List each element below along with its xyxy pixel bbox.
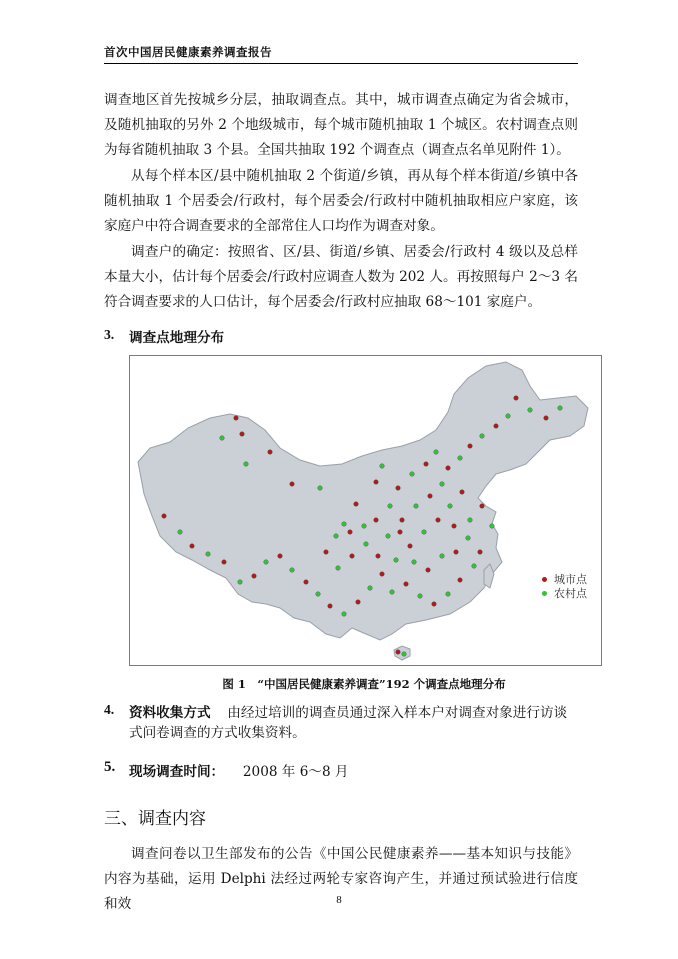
rural-site-dot — [402, 652, 407, 657]
rural-site-dot — [364, 542, 369, 547]
rural-site-dot — [206, 552, 211, 557]
city-site-dot — [424, 462, 429, 467]
city-site-dot — [428, 494, 433, 499]
rural-site-dot — [362, 524, 367, 529]
legend-rural-dot — [542, 591, 547, 596]
city-site-dot — [478, 550, 483, 555]
city-site-dot — [374, 480, 379, 485]
city-site-dot — [348, 530, 353, 535]
city-site-dot — [252, 574, 257, 579]
header-rule — [104, 63, 578, 64]
rural-site-dot — [380, 464, 385, 469]
city-site-dot — [426, 568, 431, 573]
city-site-dot — [278, 554, 283, 559]
city-site-dot — [404, 582, 409, 587]
city-site-dot — [222, 560, 227, 565]
legend-city-dot — [542, 577, 547, 582]
rural-site-dot — [422, 530, 427, 535]
rural-site-dot — [316, 592, 321, 597]
rural-site-dot — [468, 518, 473, 523]
rural-site-dot — [558, 406, 563, 411]
figure-caption: 图 1 “中国居民健康素养调查”192 个调查点地理分布 — [222, 677, 506, 691]
item-5-line — [129, 760, 349, 780]
city-site-dot — [328, 604, 333, 609]
city-site-dot — [494, 424, 499, 429]
legend-rural-label: 农村点 — [554, 587, 587, 600]
city-site-dot — [350, 554, 355, 559]
rural-site-dot — [394, 558, 399, 563]
map-legend — [542, 572, 587, 600]
legend-city — [542, 572, 587, 586]
city-site-dot — [408, 544, 413, 549]
rural-site-dot — [410, 472, 415, 477]
city-site-dot — [452, 524, 457, 529]
city-site-dot — [374, 518, 379, 523]
rural-site-dot — [244, 462, 249, 467]
city-site-dot — [436, 518, 441, 523]
paragraph-sampling-households: 从每个样本区/县中随机抽取 2 个街道/乡镇，再从每个样本街道/乡镇中各随机抽取 1 个居委会/行政村，每个居委会/行政村中随机抽取相应户家庭，该家庭户中符合调查要求的全部常住人口均作为调查对象。 — [104, 168, 578, 235]
rural-site-dot — [334, 534, 339, 539]
city-site-dot — [380, 572, 385, 577]
rural-site-dot — [472, 564, 477, 569]
city-site-dot — [356, 600, 361, 605]
city-site-dot — [544, 416, 549, 421]
paragraph-sampling-strata: 调查地区首先按城乡分层，抽取调查点。其中，城市调查点确定为省会城市，及随机抽取的另外 2 个地级城市，每个城市随机抽取 1 个城区。农村调查点则为每省随机抽取 3 个县。全国共抽取 192 个调查点（调查点名单见附件 1）。 — [104, 92, 578, 159]
city-site-dot — [480, 504, 485, 509]
rural-site-dot — [528, 408, 533, 413]
rural-site-dot — [506, 414, 511, 419]
city-site-dot — [446, 466, 451, 471]
rural-site-dot — [490, 524, 495, 529]
china-outline — [138, 362, 588, 640]
rural-site-dot — [440, 554, 445, 559]
legend-city-label: 城市点 — [554, 573, 587, 586]
rural-site-dot — [466, 536, 471, 541]
item-3-title: 调查点地理分布 — [129, 330, 225, 346]
item-5-number: 5. — [104, 759, 116, 775]
item-4-number: 4. — [104, 702, 115, 717]
item-4-text-line2: 式问卷调查的方式收集资料。 — [129, 725, 306, 741]
city-site-dot — [396, 650, 401, 655]
item-4-line — [129, 701, 567, 721]
rural-site-dot — [220, 436, 225, 441]
rural-site-dot — [290, 568, 295, 573]
page-number: 8 — [336, 894, 342, 906]
rural-site-dot — [368, 586, 373, 591]
paragraph-household-selection: 调查户的确定：按照省、区/县、街道/乡镇、居委会/行政村 4 级以及总样本量大小，估计每个居委会/行政村应调查人数为 202 人。再按照每户 2～3 名符合调查要求的人口估计，每个居委会/行政村应抽取 68～101 家庭户。 — [104, 244, 578, 311]
rural-site-dot — [414, 504, 419, 509]
rural-site-dot — [342, 612, 347, 617]
item-4-title: 资料收集方式 — [129, 705, 211, 721]
rural-site-dot — [446, 592, 451, 597]
city-site-dot — [234, 416, 239, 421]
running-header: 首次中国居民健康素养调查报告 — [104, 45, 272, 59]
rural-site-dot — [386, 534, 391, 539]
city-site-dot — [268, 450, 273, 455]
city-site-dot — [396, 486, 401, 491]
rural-site-dot — [412, 560, 417, 565]
rural-site-dot — [318, 486, 323, 491]
city-site-dot — [376, 554, 381, 559]
rural-site-dot — [388, 504, 393, 509]
city-site-dot — [162, 514, 167, 519]
section-title: 三、调查内容 — [104, 809, 206, 829]
rural-site-dot — [264, 560, 269, 565]
city-site-dot — [398, 530, 403, 535]
rural-site-dot — [458, 456, 463, 461]
rural-site-dot — [440, 482, 445, 487]
rural-site-dot — [178, 530, 183, 535]
item-5-value: 2008 年 6～8 月 — [242, 764, 349, 780]
item-3-number: 3. — [104, 327, 115, 342]
city-site-dot — [240, 432, 245, 437]
city-site-dot — [454, 550, 459, 555]
rural-site-dot — [238, 580, 243, 585]
paragraph-survey-content: 调查问卷以卫生部发布的公告《中国公民健康素养——基本知识与技能》内容为基础，运用 Delphi 法经过两轮专家咨询产生，并通过预试验进行信度和效 — [104, 846, 578, 913]
rural-site-dot — [342, 522, 347, 527]
rural-site-dot — [418, 594, 423, 599]
city-site-dot — [514, 396, 519, 401]
city-site-dot — [468, 444, 473, 449]
china-map-svg — [130, 356, 601, 665]
rural-site-dot — [448, 504, 453, 509]
rural-site-dot — [480, 434, 485, 439]
city-site-dot — [400, 518, 405, 523]
rural-site-dot — [434, 450, 439, 455]
rural-site-dot — [336, 566, 341, 571]
survey-site-map — [129, 355, 602, 666]
city-site-dot — [324, 550, 329, 555]
legend-rural — [542, 586, 587, 600]
city-site-dot — [460, 490, 465, 495]
city-site-dot — [290, 482, 295, 487]
city-site-dot — [304, 580, 309, 585]
item-5-title: 现场调查时间： — [129, 764, 225, 780]
city-site-dot — [190, 544, 195, 549]
city-site-dot — [432, 602, 437, 607]
city-site-dot — [354, 502, 359, 507]
item-4-text-line1: 由经过培训的调查员通过深入样本户对调查对象进行访谈 — [227, 705, 568, 721]
rural-site-dot — [390, 590, 395, 595]
city-site-dot — [458, 578, 463, 583]
